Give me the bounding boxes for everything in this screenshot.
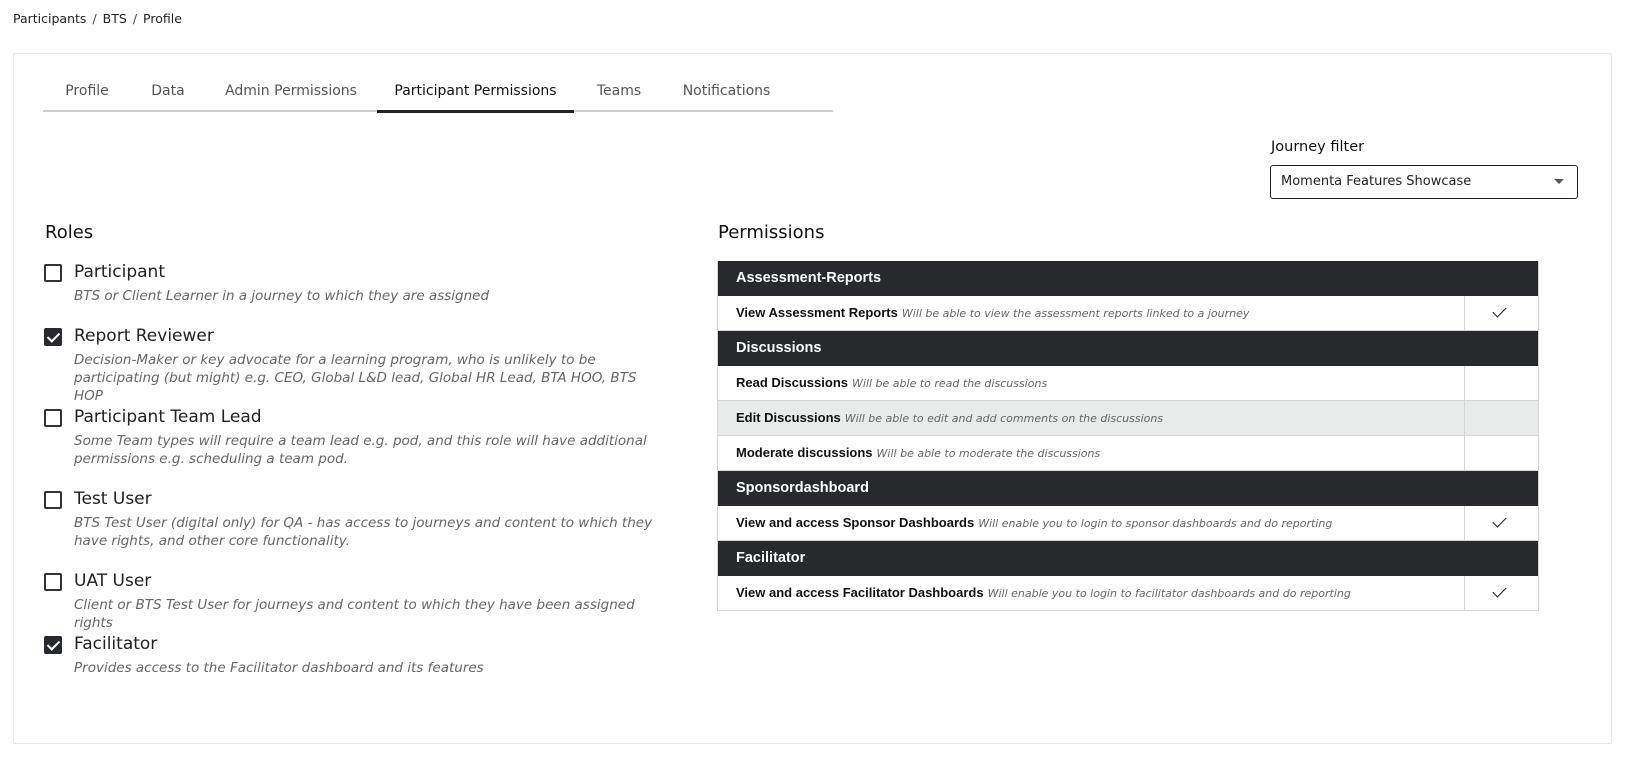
journey-filter-value: Momenta Features Showcase <box>1281 174 1472 189</box>
permissions-table <box>717 261 1539 611</box>
permission-group-header: Sponsordashboard <box>718 471 1538 506</box>
roles-title: Roles <box>45 222 94 243</box>
permission-row-edit-discussions <box>718 401 1538 436</box>
permission-check-cell <box>1464 401 1538 435</box>
role-description: Client or BTS Test User for journeys and content to which they have been assigned rights <box>74 597 635 631</box>
checkmark-icon <box>1492 303 1506 317</box>
permission-description: Will be able to read the discussions <box>852 377 1048 390</box>
role-checkbox-facilitator[interactable] <box>44 636 62 654</box>
role-checkbox-participant-team-lead[interactable] <box>44 409 62 427</box>
role-checkbox-participant[interactable] <box>44 264 62 282</box>
permission-check-cell <box>1464 506 1538 540</box>
tab-notifications[interactable]: Notifications <box>682 83 771 99</box>
permission-description: Will be able to edit and add comments on the discussions <box>844 412 1164 425</box>
tab-teams[interactable]: Teams <box>596 83 642 99</box>
permission-row-facilitator-dashboards <box>718 576 1538 611</box>
role-name: UAT User <box>74 571 152 591</box>
permission-row-sponsor-dashboards <box>718 506 1538 541</box>
permission-name: View and access Sponsor Dashboards Will enable you to login to sponsor dashboards and do reporting <box>736 515 1333 530</box>
role-name: Report Reviewer <box>74 326 214 346</box>
breadcrumb-bts[interactable]: BTS <box>102 11 127 26</box>
permission-name: Read Discussions Will be able to read the discussions <box>736 375 1048 390</box>
permission-name: View Assessment Reports Will be able to view the assessment reports linked to a journey <box>736 305 1250 320</box>
role-description: Some Team types will require a team lead e.g. pod, and this role will have additional permissions e.g. scheduling a team pod. <box>74 433 647 467</box>
permission-check-cell <box>1464 296 1538 330</box>
tab-admin-permissions[interactable]: Admin Permissions <box>225 83 357 99</box>
role-description: BTS or Client Learner in a journey to which they are assigned <box>74 288 490 304</box>
role-name: Facilitator <box>74 634 158 654</box>
role-description: Decision-Maker or key advocate for a learning program, who is unlikely to be participating (but might) e.g. CEO, Global L&D lead, Global HR Lead, BTA HOO, BTS HOP <box>74 352 637 404</box>
tab-bar <box>43 70 833 112</box>
breadcrumb-profile: Profile <box>143 11 182 26</box>
permission-row-read-discussions <box>718 366 1538 401</box>
permission-name: Edit Discussions Will be able to edit and add comments on the discussions <box>736 410 1164 425</box>
role-checkbox-test-user[interactable] <box>44 491 62 509</box>
permission-row-moderate-discussions <box>718 436 1538 471</box>
checkmark-icon <box>1492 513 1506 527</box>
tab-participant-permissions[interactable]: Participant Permissions <box>377 70 574 113</box>
tab-data[interactable]: Data <box>151 83 185 99</box>
permission-row-view-assessment-reports <box>718 296 1538 331</box>
profile-card <box>13 53 1612 744</box>
role-name: Participant Team Lead <box>74 407 262 427</box>
journey-filter-label: Journey filter <box>1271 139 1365 155</box>
role-description: Provides access to the Facilitator dashboard and its features <box>74 660 484 676</box>
permission-description: Will enable you to login to sponsor dashboards and do reporting <box>978 517 1333 530</box>
role-name: Test User <box>74 489 152 509</box>
checkmark-icon <box>1492 583 1506 597</box>
permission-check-cell <box>1464 436 1538 470</box>
breadcrumb <box>13 11 182 26</box>
chevron-down-icon <box>1554 179 1564 184</box>
breadcrumb-separator: / <box>132 11 138 26</box>
permission-group-header: Facilitator <box>718 541 1538 576</box>
role-checkbox-uat-user[interactable] <box>44 573 62 591</box>
permission-group-header: Discussions <box>718 331 1538 366</box>
permission-group-header: Assessment-Reports <box>718 261 1538 296</box>
breadcrumb-separator: / <box>92 11 97 26</box>
permission-description: Will be able to moderate the discussions <box>876 447 1101 460</box>
permission-description: Will be able to view the assessment reports linked to a journey <box>901 307 1250 320</box>
permission-check-cell <box>1464 576 1538 610</box>
breadcrumb-participants[interactable]: Participants <box>13 11 87 26</box>
permission-name: View and access Facilitator Dashboards Will enable you to login to facilitator dashboards and do reporting <box>736 585 1351 600</box>
permission-check-cell <box>1464 366 1538 400</box>
journey-filter-select[interactable] <box>1270 165 1578 199</box>
tab-profile[interactable]: Profile <box>65 83 109 99</box>
role-name: Participant <box>74 262 166 282</box>
role-checkbox-report-reviewer[interactable] <box>44 328 62 346</box>
permission-name: Moderate discussions Will be able to moderate the discussions <box>736 445 1101 460</box>
role-description: BTS Test User (digital only) for QA - has access to journeys and content to which they have rights, and other core functionality. <box>74 515 653 549</box>
permission-description: Will enable you to login to facilitator dashboards and do reporting <box>987 587 1351 600</box>
permissions-title: Permissions <box>718 222 825 243</box>
